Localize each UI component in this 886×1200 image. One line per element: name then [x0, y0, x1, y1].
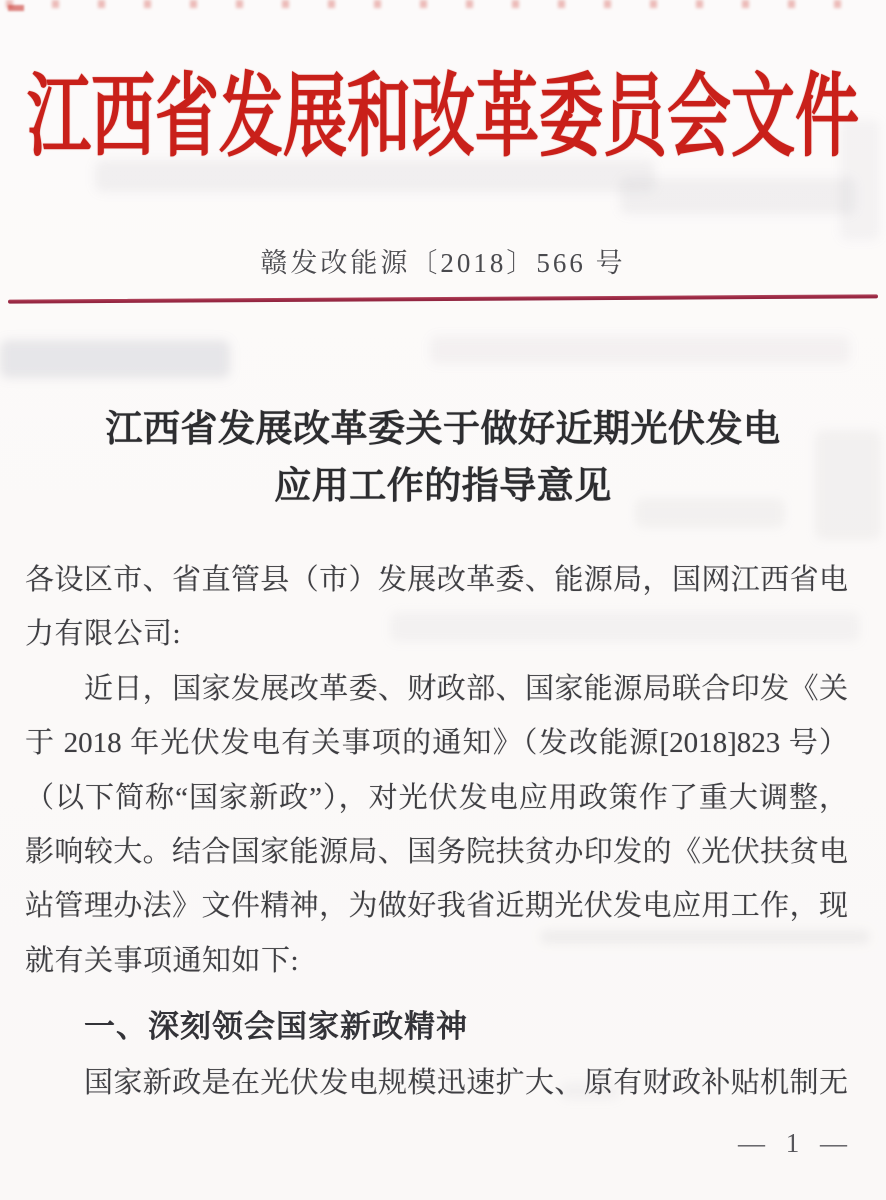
body-line: 力有限公司: [25, 618, 182, 651]
body-line: 影响较大。结合国家能源局、国务院扶贫办印发的《光伏扶贫电 [25, 835, 848, 868]
body-line: 于 2018 年光伏发电有关事项的通知》（发改能源[2018]823 号） [25, 727, 848, 760]
body-line: 站管理办法》文件精神，为做好我省近期光伏发电应用工作，现 [25, 890, 848, 923]
body-line: 近日，国家发展改革委、财政部、国家能源局联合印发《关 [84, 672, 848, 705]
scan-artifact-top-specks [6, 0, 880, 8]
scan-artifact-smudge [620, 178, 855, 214]
body-line: 国家新政是在光伏发电规模迅速扩大、原有财政补贴机制无 [84, 1067, 848, 1099]
scan-artifact-smudge [0, 340, 230, 378]
scan-artifact-corner-mark [8, 5, 24, 11]
scan-artifact-smudge [430, 336, 850, 364]
body-line: 各设区市、省直管县（市）发展改革委、能源局，国网江西省电 [25, 564, 848, 596]
doc-title-line2: 应用工作的指导意见 [274, 466, 612, 507]
body-text-block [25, 553, 848, 988]
section1-heading: 一、深刻领会国家新政精神 [84, 1009, 468, 1044]
doc-number: 赣发改能源〔2018〕566 号 [260, 248, 626, 278]
page-number: — 1 — [738, 1128, 854, 1158]
red-divider-rule [8, 294, 878, 303]
body-line: （以下简称“国家新政”），对光伏发电应用政策作了重大调整， [25, 781, 848, 814]
masthead-org-title: 江西省发展和改革委员会文件 [27, 66, 859, 168]
doc-title-line1: 江西省发展改革委关于做好近期光伏发电 [105, 409, 781, 450]
section1-body-block [25, 1056, 848, 1110]
body-line: 就有关事项通知如下: [25, 944, 300, 977]
